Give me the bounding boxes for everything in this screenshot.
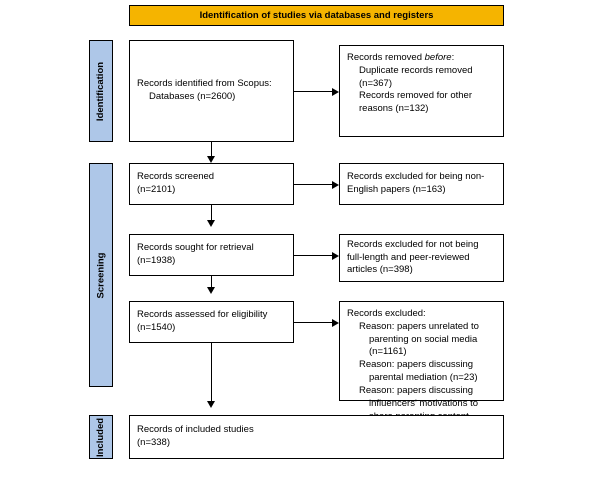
- box-records-assessed-line1: Records assessed for eligibility: [137, 309, 268, 321]
- connector-assessed-to-included: [211, 343, 212, 401]
- box-excluded-reasons-r3b: influencers' motivations to: [369, 397, 479, 409]
- box-records-removed-heading: [347, 52, 454, 63]
- connector-assessed-to-excluded: [294, 322, 332, 323]
- diagram-title: Identification of studies via databases and registers: [129, 5, 504, 26]
- box-records-sought-line2: (n=1938): [137, 255, 176, 266]
- box-records-removed-item2b: reasons (n=132): [359, 103, 429, 115]
- box-excluded-reasons-r1b: parenting on social media: [369, 333, 478, 345]
- box-excluded-reasons-r2b: parental mediation (n=23): [369, 372, 478, 384]
- box-records-screened: [129, 163, 294, 205]
- box-excluded-non-english-line1: Records excluded for being non-: [347, 171, 485, 183]
- box-records-included-line2: (n=338): [137, 437, 171, 448]
- arrowhead-assessed-to-excluded: [332, 319, 339, 327]
- box-excluded-reasons-r1c: (n=1161): [369, 346, 407, 358]
- box-records-screened-line1: Records screened: [137, 171, 215, 183]
- box-records-removed-item1a: Duplicate records removed: [359, 64, 473, 76]
- box-excluded-reasons-r3a: Reason: papers discussing: [359, 384, 474, 396]
- box-records-removed-heading-em: before: [424, 52, 452, 63]
- arrowhead-assessed-to-included: [207, 401, 215, 408]
- box-records-included-line1: Records of included studies: [137, 424, 254, 436]
- arrowhead-identified-to-removed: [332, 88, 339, 96]
- box-records-identified-line2: Databases (n=2600): [149, 91, 236, 102]
- box-records-assessed: [129, 301, 294, 343]
- box-excluded-not-fulltext-line3: articles (n=398): [347, 264, 413, 276]
- connector-identified-to-screened: [211, 142, 212, 156]
- box-excluded-not-fulltext-line1: Records excluded for not being: [347, 238, 479, 250]
- connector-sought-to-assessed: [211, 276, 212, 287]
- phase-label-screening-text: Screening: [95, 252, 107, 298]
- box-records-screened-line2: (n=2101): [137, 184, 176, 195]
- box-excluded-reasons-r2a: Reason: papers discussing: [359, 359, 474, 371]
- phase-label-identification-text: Identification: [95, 61, 107, 121]
- box-records-removed: [339, 45, 504, 137]
- box-excluded-not-fulltext: [339, 234, 504, 282]
- box-excluded-reasons-heading: Records excluded:: [347, 308, 426, 319]
- box-records-removed-item1b: (n=367): [359, 77, 393, 89]
- box-records-removed-heading-colon: :: [451, 52, 455, 63]
- box-records-included: [129, 415, 504, 459]
- connector-sought-to-excluded: [294, 255, 332, 256]
- box-records-removed-heading-pre: Records removed: [347, 52, 425, 63]
- box-excluded-not-fulltext-line2: full-length and peer-reviewed: [347, 251, 470, 263]
- box-excluded-reasons: [339, 301, 504, 409]
- phase-label-included: [89, 415, 113, 459]
- connector-screened-to-excluded: [294, 184, 332, 185]
- connector-identified-to-removed: [294, 91, 332, 92]
- box-records-removed-item2a: Records removed for other: [359, 90, 472, 102]
- box-excluded-non-english-line2: English papers (n=163): [347, 184, 446, 195]
- box-excluded-non-english: [339, 163, 504, 205]
- phase-label-screening: [89, 163, 113, 387]
- arrowhead-screened-to-excluded: [332, 181, 339, 189]
- arrowhead-sought-to-excluded: [332, 252, 339, 260]
- box-records-sought-line1: Records sought for retrieval: [137, 242, 254, 254]
- phase-label-identification: [89, 40, 113, 142]
- arrowhead-sought-to-assessed: [207, 287, 215, 294]
- box-excluded-reasons-r1a: Reason: papers unrelated to: [359, 320, 479, 332]
- box-records-assessed-line2: (n=1540): [137, 322, 176, 333]
- box-records-identified-line1: Records identified from Scopus:: [137, 78, 272, 90]
- arrowhead-identified-to-screened: [207, 156, 215, 163]
- connector-screened-to-sought: [211, 205, 212, 220]
- box-records-identified: [129, 40, 294, 142]
- arrowhead-screened-to-sought: [207, 220, 215, 227]
- phase-label-included-text: Included: [95, 417, 107, 457]
- box-records-sought: [129, 234, 294, 276]
